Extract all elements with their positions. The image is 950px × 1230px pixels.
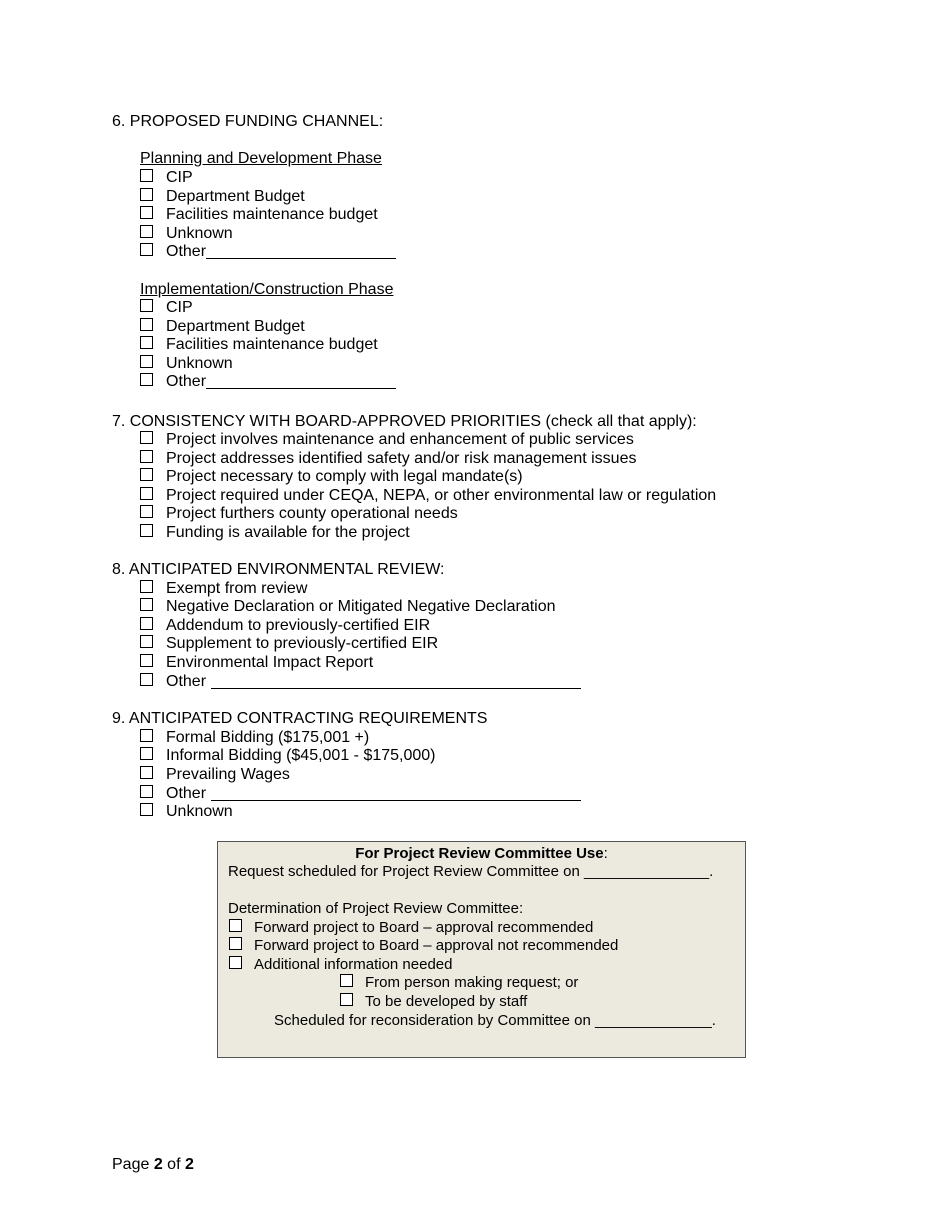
section-9-heading: 9. ANTICIPATED CONTRACTING REQUIREMENTS [112,710,488,727]
checkbox[interactable] [140,169,153,182]
contracting-option[interactable]: Formal Bidding ($175,001 +) [140,728,369,747]
priority-option[interactable]: Project furthers county operational needs [140,504,458,523]
checkbox[interactable] [140,729,153,742]
implementation-option-cip[interactable]: CIP [140,298,193,317]
committee-box-title: For Project Review Committee Use: [355,845,608,862]
checkbox[interactable] [229,937,242,950]
checkbox[interactable] [140,598,153,611]
implementation-phase-title: Implementation/Construction Phase [140,281,394,298]
checkbox[interactable] [140,225,153,238]
other-fill-line[interactable] [206,374,396,389]
planning-option-other[interactable]: Other [140,242,396,261]
checkbox[interactable] [140,785,153,798]
environmental-review-option[interactable]: Environmental Impact Report [140,653,373,672]
checkbox[interactable] [140,373,153,386]
committee-determination-label: Determination of Project Review Committee: [228,900,524,917]
planning-option-department-budget[interactable]: Department Budget [140,187,305,206]
section-8-heading: 8. ANTICIPATED ENVIRONMENTAL REVIEW: [112,561,445,578]
contracting-option[interactable]: Informal Bidding ($45,001 - $175,000) [140,746,436,765]
other-fill-line[interactable] [211,786,581,801]
checkbox[interactable] [140,243,153,256]
implementation-option-other[interactable]: Other [140,372,396,391]
committee-option[interactable]: Forward project to Board – approval recommended [229,918,593,937]
planning-phase-title: Planning and Development Phase [140,150,382,167]
committee-option[interactable]: Forward project to Board – approval not recommended [229,936,618,955]
priority-option[interactable]: Project addresses identified safety and/or risk management issues [140,449,636,468]
checkbox[interactable] [140,580,153,593]
checkbox[interactable] [140,617,153,630]
environmental-review-option[interactable]: Addendum to previously-certified EIR [140,616,430,635]
other-fill-line[interactable] [206,244,396,259]
priority-option[interactable]: Project required under CEQA, NEPA, or other environmental law or regulation [140,486,716,505]
section-7-heading: 7. CONSISTENCY WITH BOARD-APPROVED PRIORITIES (check all that apply): [112,413,697,430]
checkbox[interactable] [140,299,153,312]
environmental-review-option-other[interactable]: Other [140,672,581,691]
committee-sub-option[interactable]: From person making request; or [340,973,578,992]
environmental-review-option[interactable]: Negative Declaration or Mitigated Negative Declaration [140,597,556,616]
checkbox[interactable] [140,524,153,537]
committee-reconsideration-line: Scheduled for reconsideration by Committee on ______________. [274,1012,716,1029]
checkbox[interactable] [140,355,153,368]
planning-option-facilities-budget[interactable]: Facilities maintenance budget [140,205,378,224]
planning-option-unknown[interactable]: Unknown [140,224,233,243]
implementation-option-facilities-budget[interactable]: Facilities maintenance budget [140,335,378,354]
committee-sub-option[interactable]: To be developed by staff [340,992,527,1011]
checkbox[interactable] [140,803,153,816]
committee-scheduled-line: Request scheduled for Project Review Committee on _______________. [228,863,714,880]
checkbox[interactable] [140,505,153,518]
priority-option[interactable]: Funding is available for the project [140,523,410,542]
page-number: Page 2 of 2 [112,1156,194,1173]
checkbox[interactable] [140,766,153,779]
checkbox[interactable] [140,487,153,500]
committee-option[interactable]: Additional information needed [229,955,452,974]
checkbox[interactable] [140,673,153,686]
checkbox[interactable] [140,450,153,463]
contracting-option[interactable]: Unknown [140,802,233,821]
priority-option[interactable]: Project necessary to comply with legal mandate(s) [140,467,523,486]
priority-option[interactable]: Project involves maintenance and enhancement of public services [140,430,634,449]
checkbox[interactable] [140,468,153,481]
checkbox[interactable] [140,635,153,648]
implementation-option-unknown[interactable]: Unknown [140,354,233,373]
committee-use-box [217,841,746,1058]
checkbox[interactable] [140,318,153,331]
checkbox[interactable] [340,974,353,987]
environmental-review-option[interactable]: Exempt from review [140,579,307,598]
section-6-heading: 6. PROPOSED FUNDING CHANNEL: [112,113,384,130]
checkbox[interactable] [140,336,153,349]
implementation-option-department-budget[interactable]: Department Budget [140,317,305,336]
contracting-option-other[interactable]: Other [140,784,581,803]
checkbox[interactable] [229,919,242,932]
checkbox[interactable] [140,654,153,667]
checkbox[interactable] [140,431,153,444]
planning-option-cip[interactable]: CIP [140,168,193,187]
other-fill-line[interactable] [211,674,581,689]
checkbox[interactable] [140,206,153,219]
checkbox[interactable] [140,747,153,760]
checkbox[interactable] [340,993,353,1006]
checkbox[interactable] [140,188,153,201]
environmental-review-option[interactable]: Supplement to previously-certified EIR [140,634,438,653]
checkbox[interactable] [229,956,242,969]
contracting-option[interactable]: Prevailing Wages [140,765,290,784]
